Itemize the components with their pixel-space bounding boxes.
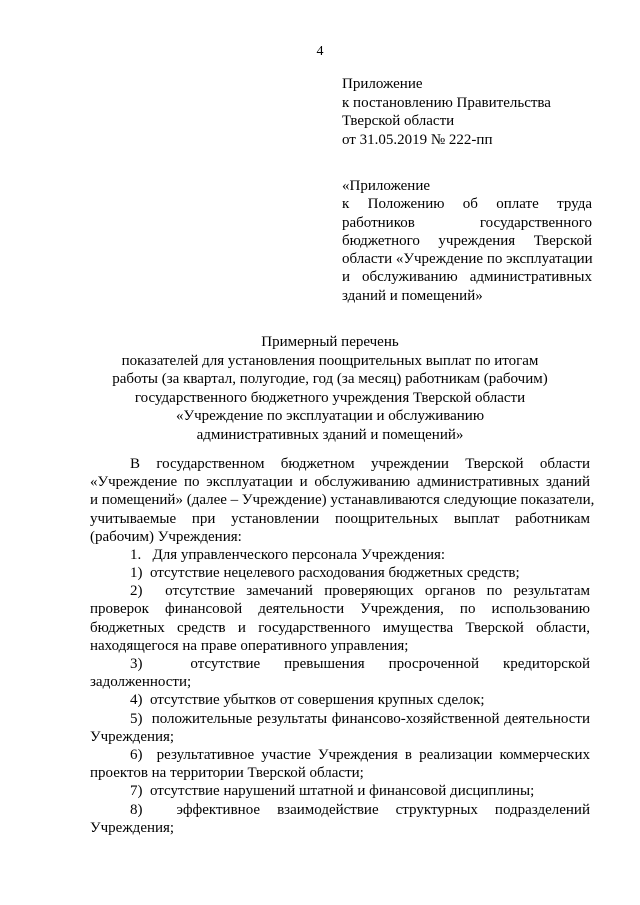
document-title — [60, 333, 600, 444]
intro-line: «Учреждение по эксплуатации и обслуживанию административных зданий — [90, 474, 590, 491]
list-item: 1) отсутствие нецелевого расходования бюджетных средств; — [130, 565, 520, 581]
title-line: административных зданий и помещений» — [196, 426, 464, 443]
appendix-header-line: Тверской области — [342, 113, 455, 129]
list-item-continuation: проверок финансовой деятельности Учреждения, по использованию — [90, 601, 590, 618]
section-heading: 1. Для управленческого персонала Учреждения: — [130, 547, 446, 564]
list-item: 3) отсутствие превышения просроченной кредиторской — [130, 656, 590, 673]
appendix-header — [342, 75, 602, 149]
intro-line: и помещений» (далее – Учреждение) устанавливаются следующие показатели, — [90, 492, 595, 509]
list-item: 2) отсутствие замечаний проверяющих органов по результатам — [130, 583, 590, 600]
appendix-inner-line: «Приложение — [342, 178, 431, 194]
indicator-list — [90, 564, 590, 837]
appendix-inner-line: работников государственного — [342, 214, 592, 231]
intro-line: учитываемые при установлении поощрительных выплат работникам — [90, 510, 590, 527]
intro-paragraph — [90, 455, 595, 564]
title-line: работы (за квартал, полугодие, год (за месяц) работникам (рабочим) — [112, 371, 548, 387]
list-item: 5) положительные результаты финансово-хозяйственной деятельности — [130, 710, 590, 727]
list-item-continuation: проектов на территории Тверской области; — [90, 765, 364, 782]
intro-line: В государственном бюджетном учреждении Тверской области — [130, 456, 590, 472]
list-item-continuation: находящегося на праве оперативного управления; — [90, 637, 409, 654]
title-line: Примерный перечень — [261, 334, 399, 350]
appendix-header-line: от 31.05.2019 № 222-пп — [342, 131, 493, 148]
title-line: показателей для установления поощрительных выплат по итогам — [121, 352, 539, 369]
title-line: «Учреждение по эксплуатации и обслуживанию — [175, 408, 485, 424]
list-item: 6) результативное участие Учреждения в реализации коммерческих — [130, 747, 590, 764]
list-item-continuation: задолженности; — [90, 674, 192, 691]
appendix-inner-line: бюджетного учреждения Тверской — [342, 232, 592, 249]
list-item-continuation: бюджетных средств и государственного имущества Тверской области, — [90, 619, 590, 636]
list-item: 4) отсутствие убытков от совершения крупных сделок; — [130, 692, 485, 709]
appendix-inner-line: зданий и помещений» — [342, 287, 483, 304]
appendix-header-line: Приложение — [342, 76, 423, 92]
page-number: 4 — [316, 44, 324, 59]
list-item: 7) отсутствие нарушений штатной и финансовой дисциплины; — [130, 783, 535, 800]
appendix-inner-line: и обслуживанию административных — [342, 269, 592, 286]
list-item-continuation: Учреждения; — [90, 819, 175, 836]
intro-line: (рабочим) Учреждения: — [90, 528, 242, 545]
appendix-inner-line: к Положению об оплате труда — [342, 196, 592, 213]
list-item-continuation: Учреждения; — [90, 728, 175, 745]
appendix-header-line: к постановлению Правительства — [342, 94, 551, 111]
appendix-inner — [342, 177, 592, 305]
list-item: 8) эффективное взаимодействие структурных подразделений — [130, 801, 590, 818]
title-line: государственного бюджетного учреждения Тверской области — [134, 389, 526, 406]
appendix-inner-line: области «Учреждение по эксплуатации — [342, 251, 593, 268]
